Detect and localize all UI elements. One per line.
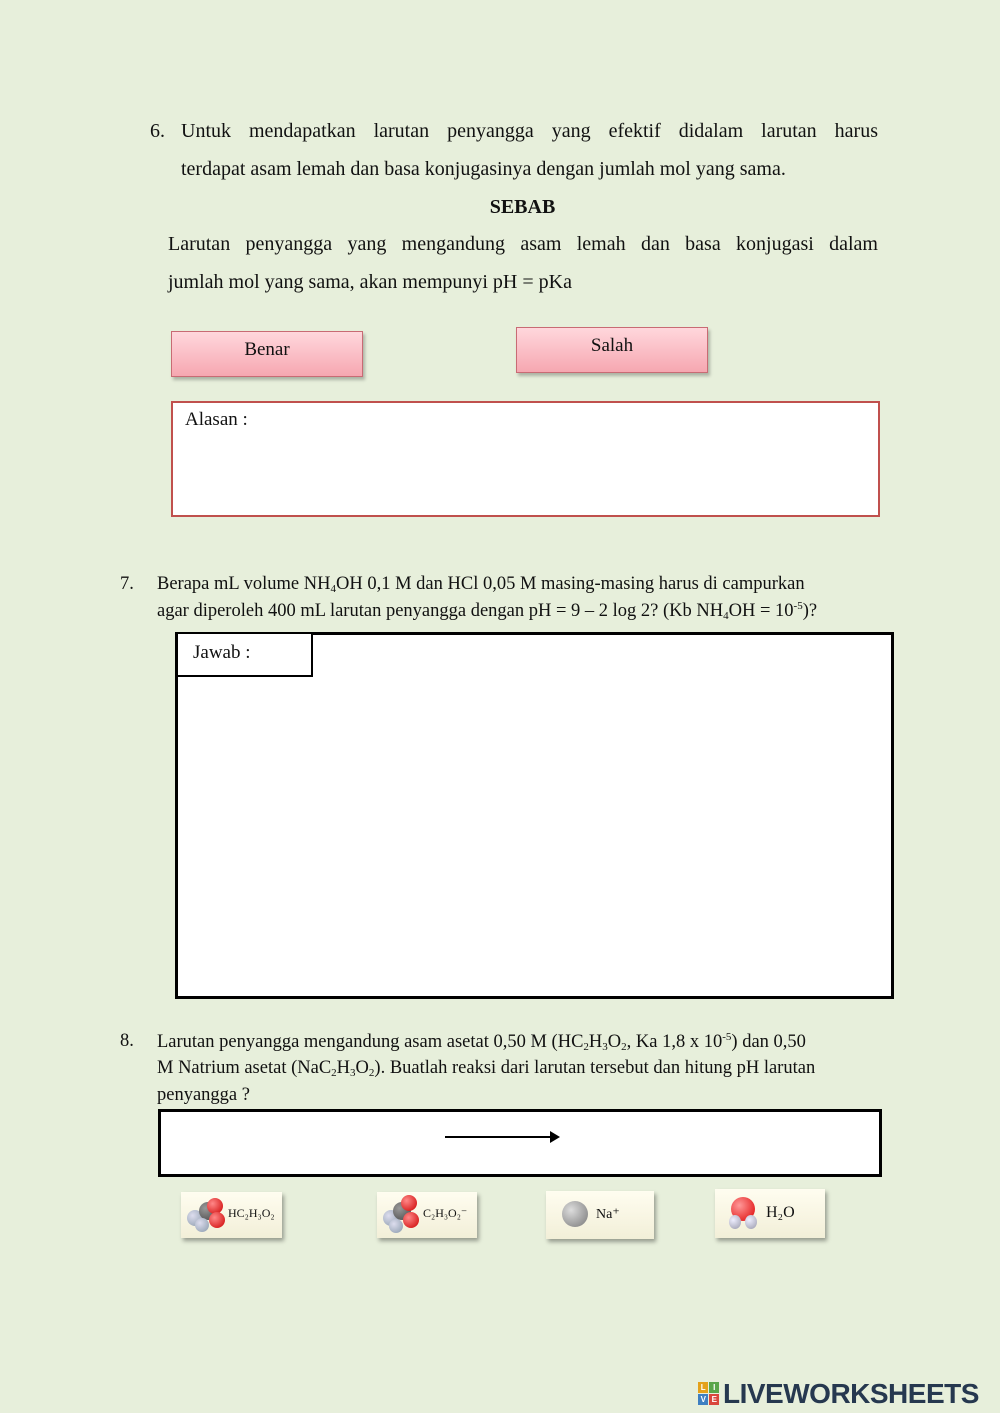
liveworksheets-wordmark: LIVEWORKSHEETS	[723, 1378, 979, 1409]
question-6-number: 6.	[150, 120, 165, 142]
question-6-line-1: Untuk mendapatkan larutan penyangga yang efektif didalam larutan harus	[181, 120, 878, 142]
reason-line-1: Larutan penyangga yang mengandung asam lemah dan basa konjugasi dalam	[168, 233, 878, 255]
question-7-line-2: agar diperoleh 400 mL larutan penyangga dengan pH = 9 – 2 log 2? (Kb $NH_4OH = 10^{-5}$)?	[157, 600, 818, 622]
tile-label: C₂H₃O₂⁻	[423, 1206, 468, 1220]
reaction-drop-area[interactable]	[158, 1109, 882, 1177]
sodium-ion-icon	[562, 1201, 588, 1227]
tile-label: H₂O	[766, 1204, 795, 1221]
liveworksheets-mark-icon: L I V E	[698, 1382, 720, 1406]
tile-label: HC₂H₃O₂	[228, 1206, 275, 1220]
question-7-line-1: Berapa mL volume $NH_4OH$ 0,1 M dan HCl 0,05 M masing-masing harus di campurkan	[157, 574, 805, 595]
alasan-label: Alasan :	[185, 409, 248, 430]
tile-sodium-ion[interactable]	[546, 1191, 654, 1239]
tile-water[interactable]	[715, 1189, 825, 1238]
benar-button[interactable]: Benar	[171, 331, 363, 377]
alasan-textarea[interactable]	[171, 401, 880, 517]
jawab-label: Jawab :	[176, 632, 313, 677]
reaction-arrow-icon	[445, 1136, 551, 1138]
sebab-heading: SEBAB	[489, 196, 556, 218]
tile-acetate-ion[interactable]	[377, 1192, 477, 1238]
tile-label: Na⁺	[596, 1207, 620, 1222]
reason-line-2: jumlah mol yang sama, akan mempunyi pH = pKa	[168, 271, 572, 293]
question-8-number: 8.	[120, 1031, 134, 1051]
question-7-number: 7.	[120, 574, 134, 594]
reaction-arrowhead-icon	[550, 1131, 560, 1143]
salah-button[interactable]: Salah	[516, 327, 708, 373]
jawab-answer-area[interactable]	[175, 632, 894, 999]
question-6-line-2: terdapat asam lemah dan basa konjugasinya dengan jumlah mol yang sama.	[181, 158, 786, 180]
question-8-line-3: penyangga ?	[157, 1085, 250, 1105]
tile-acetic-acid[interactable]	[181, 1192, 282, 1238]
question-8-line-1: Larutan penyangga mengandung asam asetat 0,50 M ($HC_2H_3O_2$, Ka 1,8 x $10^{-5}$) dan 0,50	[157, 1031, 806, 1053]
question-8-line-2: M Natrium asetat $(NaC_2H_3O_2)$. Buatlah reaksi dari larutan tersebut dan hitung pH larutan	[157, 1058, 816, 1079]
